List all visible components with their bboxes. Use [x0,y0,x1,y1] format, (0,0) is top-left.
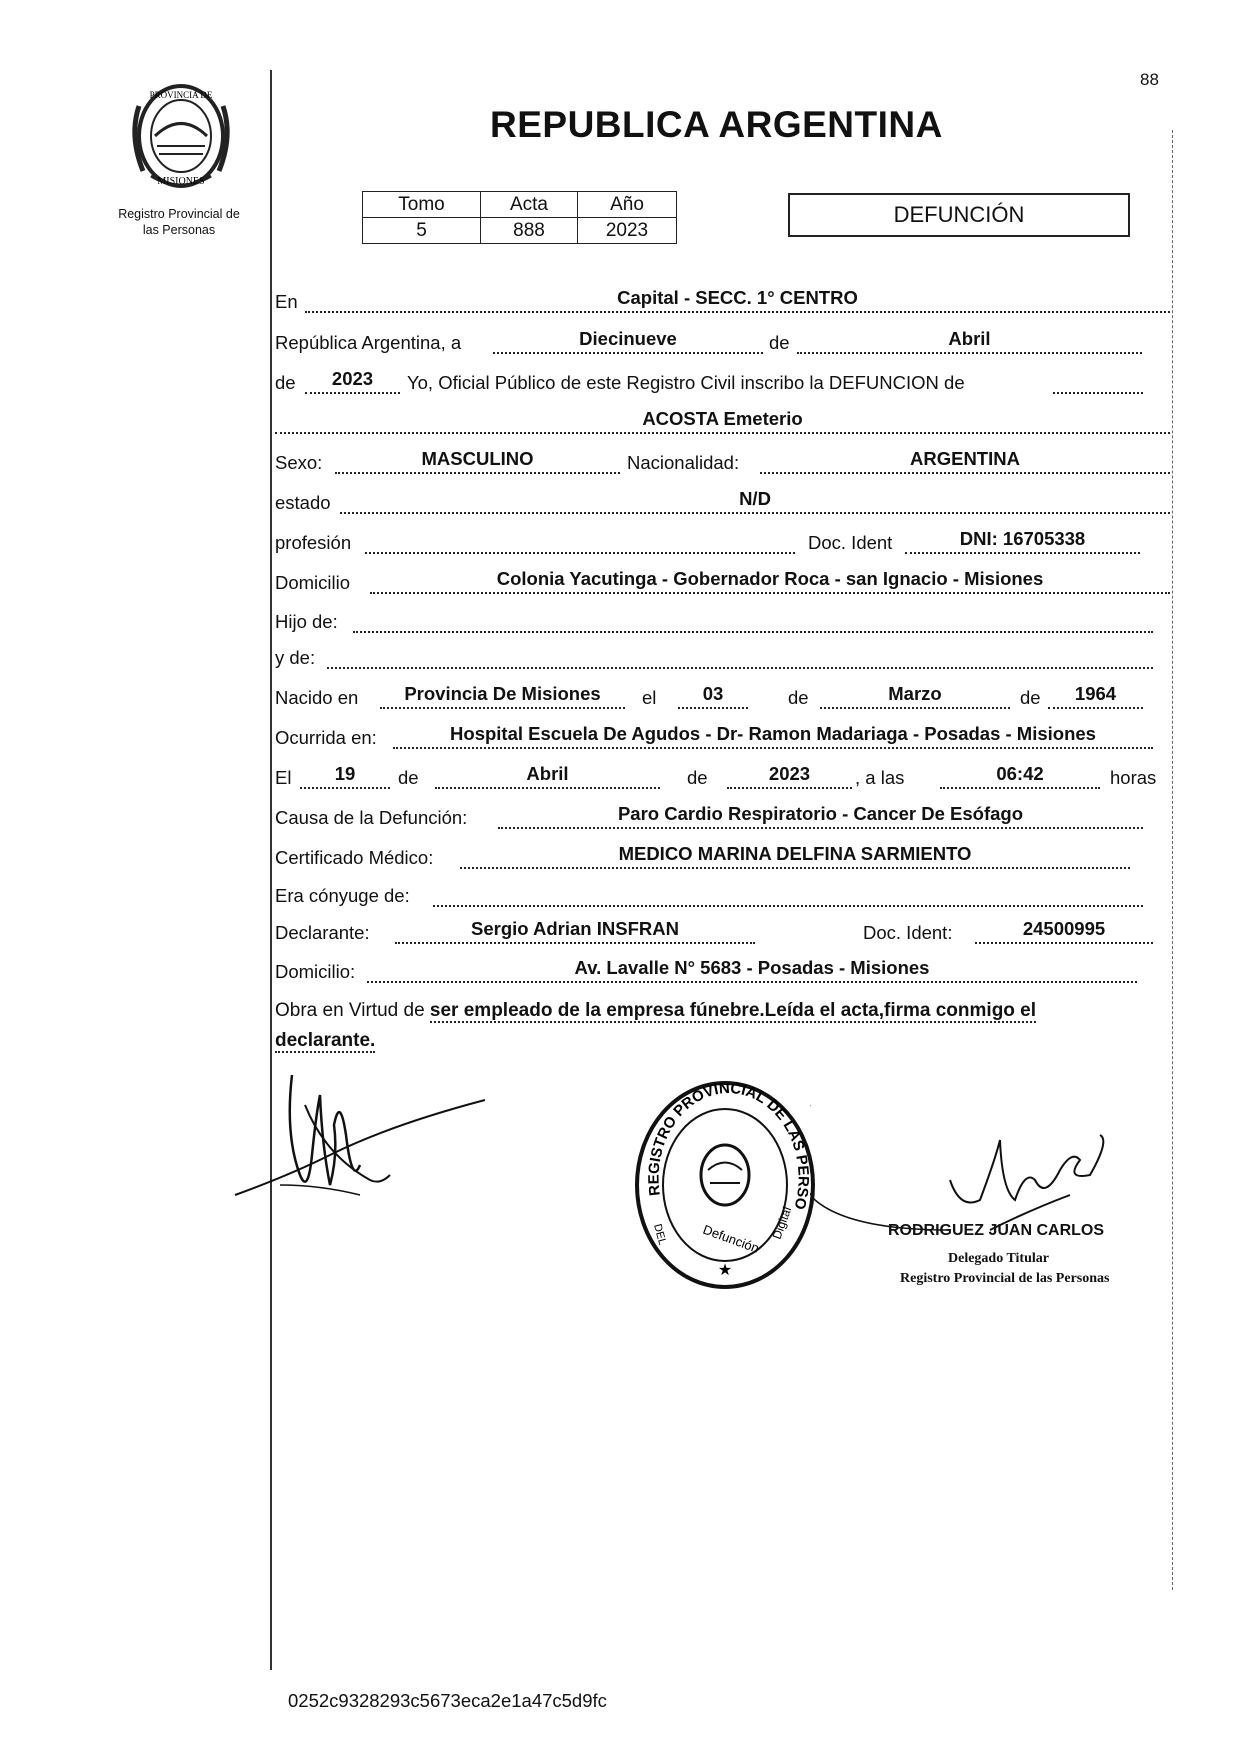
conyuge-value [433,881,1143,907]
en-value: Capital - SECC. 1° CENTRO [305,287,1170,313]
estado-label: estado [275,492,331,513]
seal-outer-text: REGISTRO PROVINCIAL DE LAS PERSO [645,1079,812,1212]
acta-header: Acta [481,192,578,218]
en-label: En [275,291,298,312]
record-number-table [362,191,677,244]
coat-of-arms-logo [125,76,237,196]
logo-text-bottom: MISIONES [157,176,205,187]
record-type-box: DEFUNCIÓN [788,193,1130,237]
row-birth [275,683,1170,713]
nacido-value: Provincia De Misiones [380,683,625,709]
declarante-label: Declarante: [275,922,370,943]
row-causa [275,803,1170,833]
birth-month-value: Marzo [820,683,1010,709]
death-month-value: Abril [435,763,660,789]
document-hash: 0252c9328293c5673eca2e1a47c5d9fc [288,1690,607,1711]
certificado-label: Certificado Médico: [275,847,434,868]
death-time-value: 06:42 [940,763,1100,789]
ocurrida-value: Hospital Escuela De Agudos - Dr- Ramon Madariaga - Posadas - Misiones [393,723,1153,749]
inscribe-text: Yo, Oficial Público de este Registro Civil inscribo la DEFUNCION de [407,372,965,393]
declarante-dom-value: Av. Lavalle N° 5683 - Posadas - Misiones [367,957,1137,983]
row-declarante [275,918,1170,948]
conyuge-label: Era cónyuge de: [275,885,410,906]
causa-value: Paro Cardio Respiratorio - Cancer De Esófago [498,803,1143,829]
doc-ident-label: Doc. Ident [808,532,893,553]
record-table-value-row [363,218,677,244]
death-year-value: 2023 [727,763,852,789]
profesion-label: profesión [275,532,352,553]
row-inscription [275,368,1170,398]
row-deceased-name [275,408,1170,438]
birth-day-value: 03 [678,683,748,709]
row-ocurrida [275,723,1170,753]
seal-side-text: DEL [651,1222,669,1247]
declarant-signature [230,1035,510,1225]
seal-digital-text: Digital [769,1204,795,1242]
record-table-header-row [363,192,677,218]
republica-label: República Argentina, a [275,332,462,353]
nacionalidad-label: Nacionalidad: [627,452,740,473]
obra-value-line1: ser empleado de la empresa fúnebre.Leída el acta,firma conmigo el [429,1000,1037,1021]
right-margin-rule [1172,130,1173,1590]
row-y-de [275,643,1170,673]
death-de1-label: de [398,767,419,788]
horas-label: horas [1110,767,1157,788]
death-el-label: El [275,767,292,788]
tomo-value: 5 [363,218,481,244]
anio-value: 2023 [578,218,677,244]
official-seal [630,1075,820,1295]
row-hijo-de [275,607,1170,637]
registry-caption [98,206,260,238]
birth-year-value: 1964 [1048,683,1143,709]
tomo-header: Tomo [363,192,481,218]
birth-de1-label: de [788,687,809,708]
hijo-label: Hijo de: [275,611,338,632]
profesion-value [365,528,795,554]
sexo-label: Sexo: [275,452,323,473]
doc-ident-value: DNI: 16705338 [905,528,1140,554]
declarante-value: Sergio Adrian INSFRAN [395,918,755,944]
month-word-value: Abril [797,328,1142,354]
seal-inner-text: Defunción [700,1221,762,1256]
document-title: REPUBLICA ARGENTINA [490,104,943,145]
declarante-doc-value: 24500995 [975,918,1153,944]
registry-caption-line2: las Personas [142,223,216,237]
row-estado [275,488,1170,518]
year-prefix-label: de [275,372,296,393]
row-date-registration [275,328,1170,358]
row-profession-doc [275,528,1170,558]
causa-label: Causa de la Defunción: [275,807,468,828]
row-sex-nationality [275,448,1170,478]
death-day-value: 19 [300,763,390,789]
inscribe-blank [1053,368,1143,394]
acta-value: 888 [481,218,578,244]
de-label: de [769,332,790,353]
estado-value: N/D [340,488,1170,514]
sexo-value: MASCULINO [335,448,620,474]
year-value: 2023 [305,368,400,394]
nacido-label: Nacido en [275,687,359,708]
yde-value [327,643,1153,669]
row-certificado [275,843,1170,873]
row-en [275,287,1170,317]
obra-value-line2: declarante. [275,1030,376,1051]
official-role: Delegado Titular [948,1251,1049,1266]
row-conyuge [275,881,1170,911]
day-word-value: Diecinueve [493,328,763,354]
birth-de2-label: de [1020,687,1041,708]
el-label: el [642,687,657,708]
seal-star-icon: ★ [717,1262,733,1279]
row-death-date [275,763,1170,793]
official-name: RODRIGUEZ JUAN CARLOS [888,1222,1105,1239]
alas-label: , a las [855,767,905,788]
death-de2-label: de [687,767,708,788]
obra-label: Obra en Virtud de [275,1000,425,1021]
row-declarante-domicilio [275,957,1170,987]
page-number: 88 [1140,70,1159,89]
deceased-name-value: ACOSTA Emeterio [275,408,1170,434]
domicilio-value: Colonia Yacutinga - Gobernador Roca - san Ignacio - Misiones [370,568,1170,594]
declarante-dom-label: Domicilio: [275,961,356,982]
nacionalidad-value: ARGENTINA [760,448,1170,474]
logo-text-top: PROVINCIA DE [149,90,213,100]
official-office: Registro Provincial de las Personas [900,1271,1110,1286]
certificado-value: MEDICO MARINA DELFINA SARMIENTO [460,843,1130,869]
hijo-value [353,607,1153,633]
left-margin-rule [270,70,272,1670]
yde-label: y de: [275,647,316,668]
anio-header: Año [578,192,677,218]
registry-caption-line1: Registro Provincial de [118,207,240,221]
row-domicilio [275,568,1170,598]
domicilio-label: Domicilio [275,572,351,593]
declarante-doc-label: Doc. Ident: [863,922,953,943]
ocurrida-label: Ocurrida en: [275,727,377,748]
